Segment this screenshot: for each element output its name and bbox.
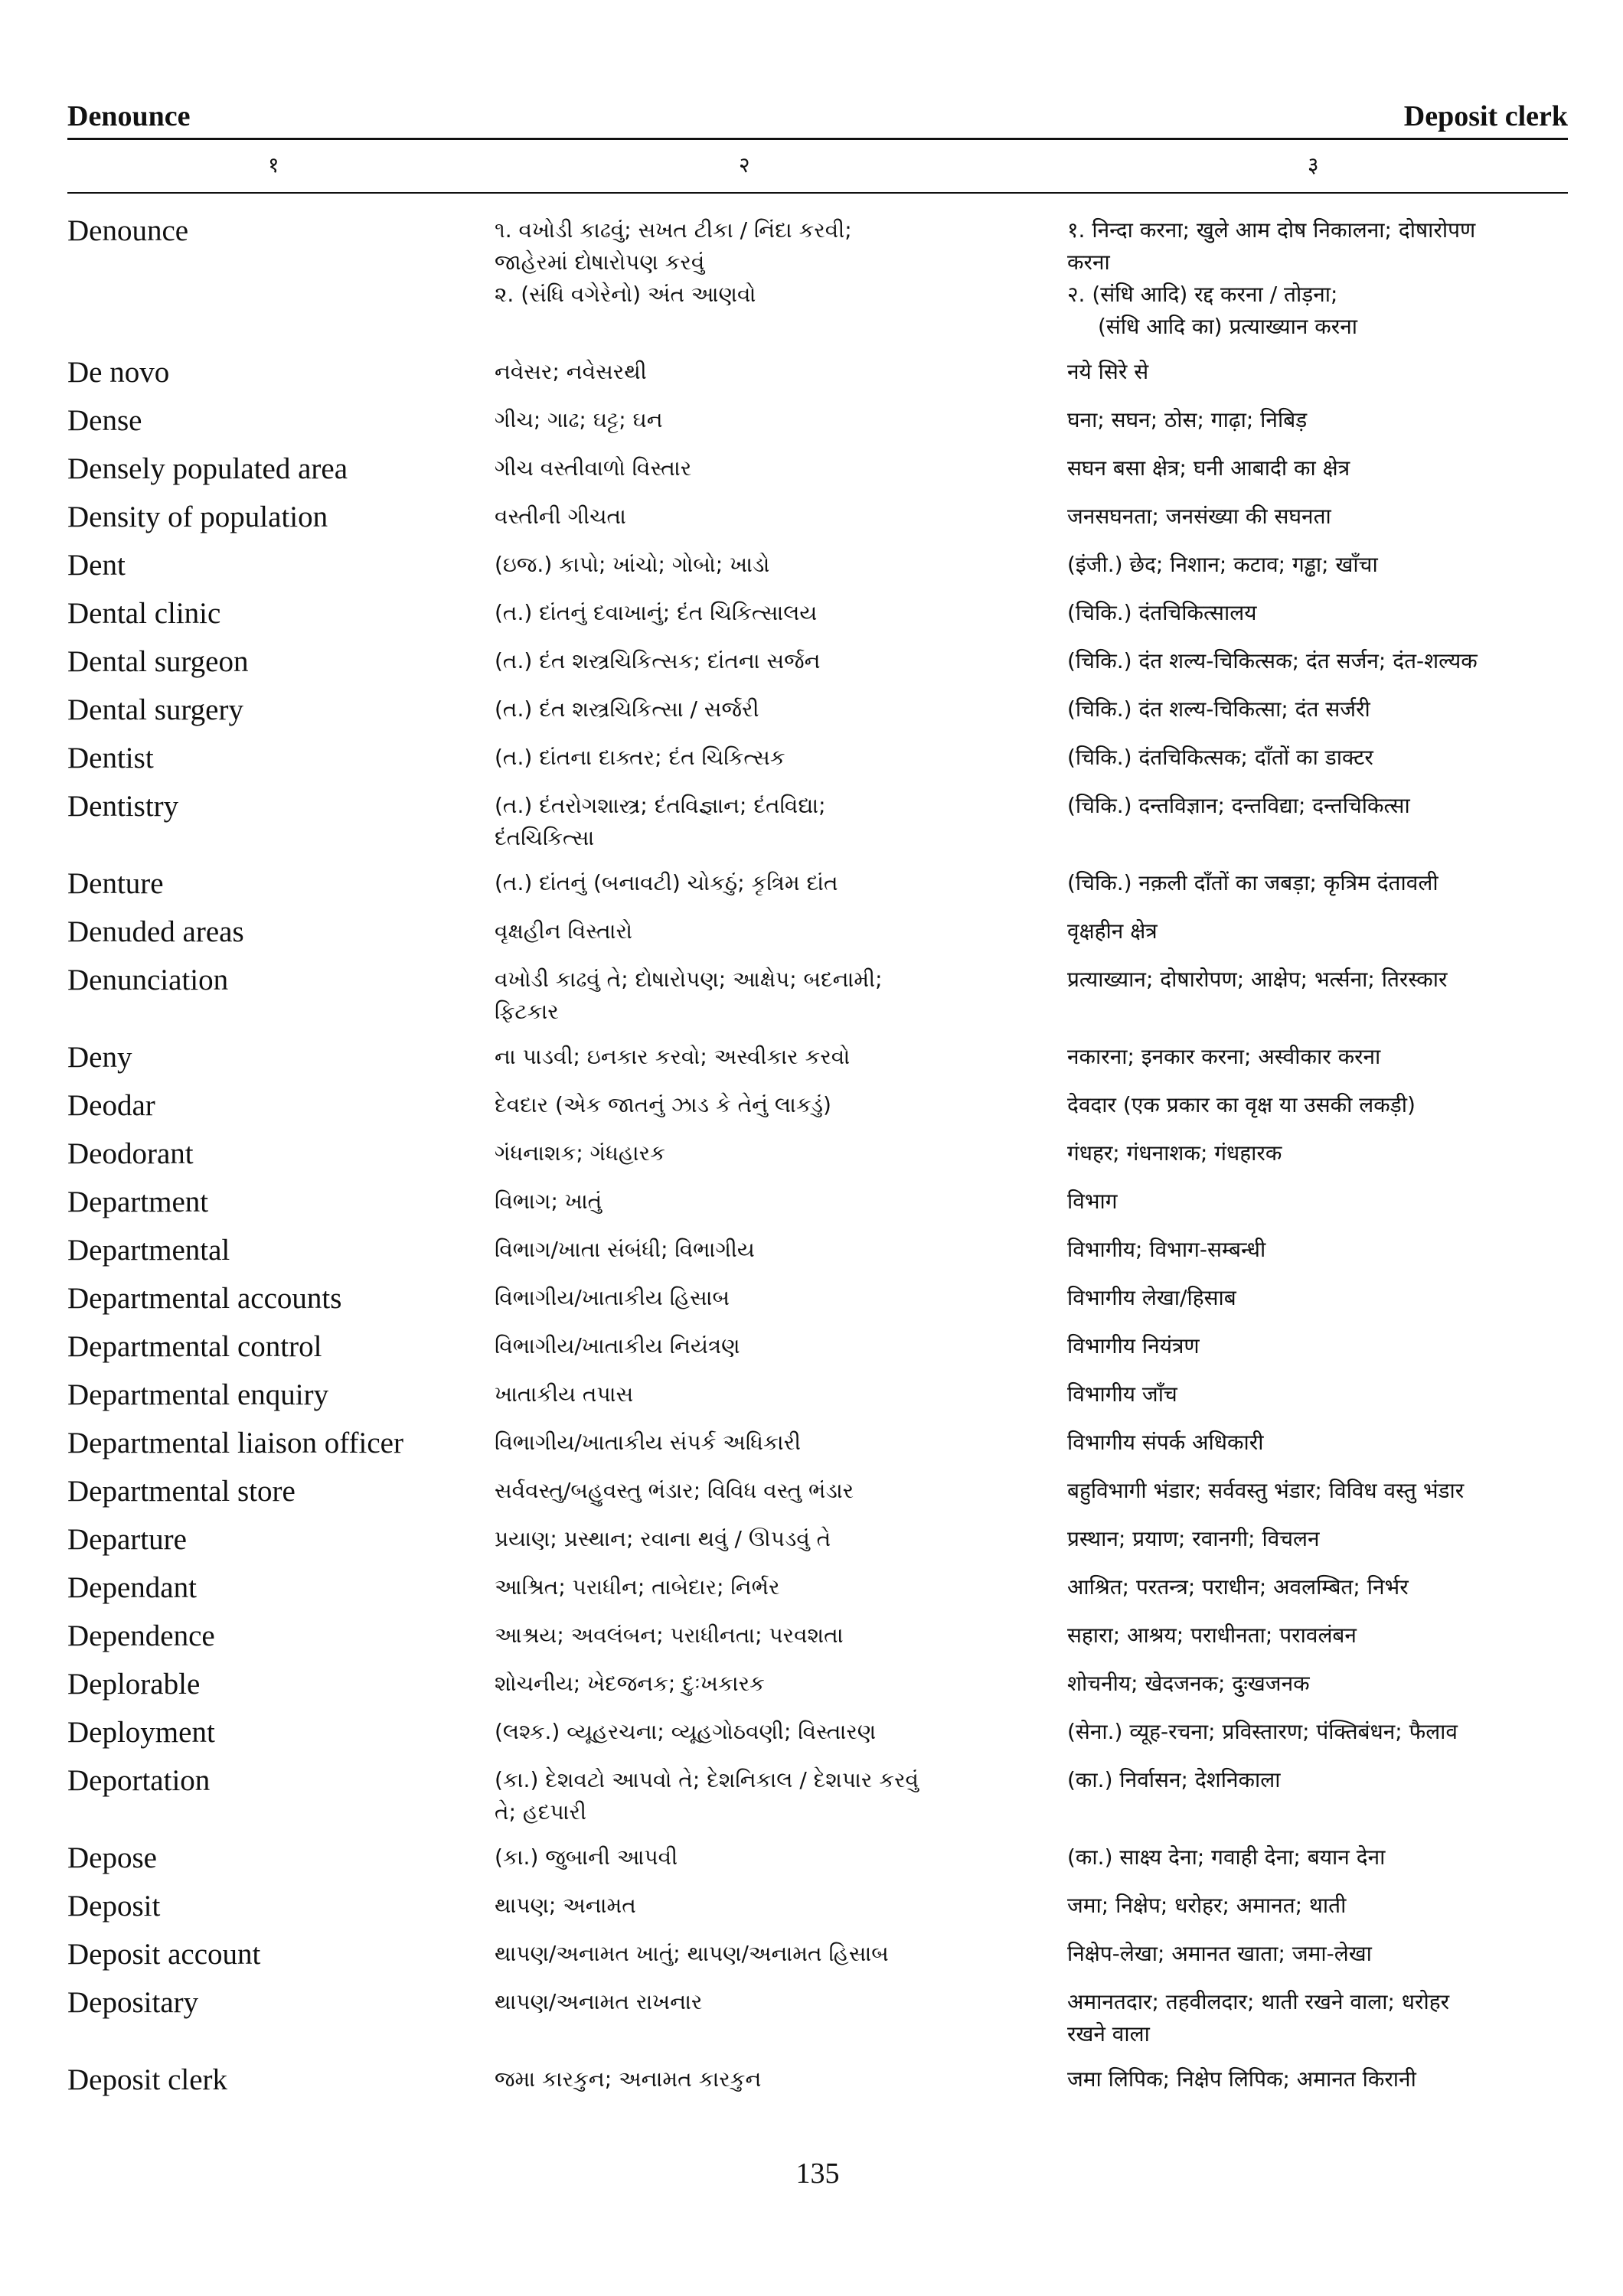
header-last-term: Deposit clerk: [1403, 100, 1568, 132]
entry-hindi: [1067, 1329, 1568, 1365]
column-number-hindi: ३: [1308, 152, 1319, 178]
dictionary-entry: [67, 1888, 1568, 1925]
dictionary-entry: [67, 1985, 1568, 2050]
header-rule: [67, 138, 1568, 140]
entry-gujarati: [495, 1039, 1067, 1076]
entry-term: Deodar: [67, 1089, 155, 1122]
hindi-line: २. (संधि आदि) रद्द करना / तोड़ना;: [1067, 282, 1338, 307]
hindi-line: (चिकि.) दन्तविज्ञान; दन्तविद्या; दन्तचिकित्सा: [1067, 793, 1410, 818]
entry-hindi: [1067, 1570, 1568, 1606]
entry-term: Dependence: [67, 1619, 215, 1652]
entry-gujarati: [495, 692, 1067, 729]
hindi-line: करना: [1067, 249, 1110, 275]
entry-hindi: [1067, 1232, 1568, 1269]
dictionary-entry: [67, 1329, 1568, 1365]
dictionary-entry: [67, 1088, 1568, 1124]
hindi-line: जमा; निक्षेप; धरोहर; अमानत; थाती: [1067, 1893, 1347, 1918]
dictionary-entry: [67, 692, 1568, 729]
entry-gujarati: [495, 1425, 1067, 1462]
entry-term: Depositary: [67, 1986, 199, 2019]
entry-term: Dentist: [67, 742, 154, 775]
entry-gujarati: [495, 866, 1067, 902]
column-number-gujarati: २: [739, 152, 750, 178]
hindi-line: प्रत्याख्यान; दोषारोपण; आक्षेप; भर्त्सना; तिरस्कार: [1067, 967, 1448, 992]
dictionary-entry: [67, 1425, 1568, 1462]
gujarati-line: ગંધનાશક; ગંધહારક: [495, 1140, 665, 1166]
entry-gujarati: [495, 1473, 1067, 1510]
entry-term: Denunciation: [67, 964, 229, 996]
gujarati-line: સર્વવસ્તુ/બહુવસ્તુ ભંડાર; વિવિધ વસ્તુ ભંડાર: [495, 1478, 854, 1503]
entry-gujarati: [495, 213, 1067, 343]
entry-hindi: [1067, 644, 1568, 680]
gujarati-line: જાહેરમાં દોષારોપણ કરવું: [495, 249, 705, 275]
entry-gujarati: [495, 788, 1067, 854]
gujarati-line: ૧. વખોડી કાઢવું; સખત ટીકા / નિંદા કરવી;: [495, 217, 852, 243]
entry-hindi: [1067, 213, 1568, 343]
entry-term: Dependant: [67, 1571, 197, 1604]
gujarati-line: ગીચ; ગાઢ; ઘટ્ટ; ઘન: [495, 407, 663, 432]
entry-term: Deplorable: [67, 1668, 201, 1701]
entry-gujarati: [495, 914, 1067, 951]
page-number: 135: [795, 2157, 840, 2190]
entry-hindi: [1067, 1088, 1568, 1124]
dictionary-entry: [67, 1136, 1568, 1172]
entry-gujarati: [495, 1521, 1067, 1558]
hindi-line: सहारा; आश्रय; पराधीनता; परावलंबन: [1067, 1623, 1357, 1648]
entry-gujarati: [495, 547, 1067, 584]
entry-gujarati: [495, 1840, 1067, 1877]
entry-gujarati: [495, 1329, 1067, 1365]
gujarati-line: ગીચ વસ્તીવાળો વિસ્તાર: [495, 455, 692, 481]
dictionary-entry: [67, 2062, 1568, 2099]
dictionary-entry: [67, 866, 1568, 902]
dictionary-entry: [67, 1763, 1568, 1828]
entry-term: Dental surgery: [67, 693, 243, 726]
entry-hindi: [1067, 692, 1568, 729]
gujarati-line: (લશ્ક.) વ્યૂહરચના; વ્યૂહગોઠવણી; વિસ્તારણ: [495, 1719, 877, 1744]
entry-hindi: [1067, 354, 1568, 391]
gujarati-line: જમા કારકુન; અનામત કારકુન: [495, 2066, 762, 2092]
gujarati-line: આશ્રિત; પરાધીન; તાબેદાર; નિર્ભર: [495, 1574, 780, 1600]
entry-term: Denounce: [67, 214, 189, 247]
dictionary-entry: [67, 962, 1568, 1028]
running-header: [67, 93, 1568, 133]
hindi-line: (संधि आदि का) प्रत्याख्यान करना: [1098, 314, 1358, 339]
entry-term: Departmental: [67, 1234, 230, 1267]
dictionary-entry: [67, 1280, 1568, 1317]
hindi-line: जमा लिपिक; निक्षेप लिपिक; अमानत किरानी: [1067, 2066, 1416, 2092]
entry-term: Dentistry: [67, 790, 179, 823]
dictionary-entry: [67, 1232, 1568, 1269]
gujarati-line: ફિટકાર: [495, 999, 559, 1024]
entry-hindi: [1067, 1136, 1568, 1172]
hindi-line: (चिकि.) दंत शल्य-चिकित्सा; दंत सर्जरी: [1067, 696, 1370, 722]
entry-gujarati: [495, 962, 1067, 1028]
gujarati-line: વિભાગીય/ખાતાકીય હિસાબ: [495, 1285, 730, 1310]
dictionary-page: [67, 0, 1568, 2296]
entry-hindi: [1067, 1666, 1568, 1703]
hindi-line: (चिकि.) दंतचिकित्सक; दाँतों का डाक्टर: [1067, 745, 1373, 770]
entry-gujarati: [495, 451, 1067, 488]
gujarati-line: આશ્રય; અવલંબન; પરાધીનતા; પરવશતા: [495, 1623, 844, 1648]
entry-term: De novo: [67, 356, 170, 389]
entry-term: Departmental liaison officer: [67, 1427, 403, 1459]
hindi-line: (का.) साक्ष्य देना; गवाही देना; बयान देना: [1067, 1844, 1386, 1870]
gujarati-line: વિભાગ/ખાતા સંબંધી; વિભાગીય: [495, 1237, 755, 1262]
dictionary-entry: [67, 788, 1568, 854]
entry-term: Deposit clerk: [67, 2063, 228, 2096]
gujarati-line: દેવદાર (એક જાતનું ઝાડ કે તેનું લાકડું): [495, 1092, 831, 1117]
entry-term: Dent: [67, 549, 126, 582]
dictionary-entry: [67, 1714, 1568, 1751]
entry-hindi: [1067, 595, 1568, 632]
entry-term: Dental clinic: [67, 597, 221, 630]
hindi-line: (चिकि.) दंतचिकित्सालय: [1067, 600, 1257, 625]
hindi-line: (सेना.) व्यूह-रचना; प्रविस्तारण; पंक्तिबंधन; फैलाव: [1067, 1719, 1458, 1744]
entry-term: Density of population: [67, 501, 328, 533]
hindi-line: विभागीय संपर्क अधिकारी: [1067, 1430, 1264, 1455]
entry-hindi: [1067, 962, 1568, 1028]
entry-term: Denuded areas: [67, 915, 244, 948]
entry-gujarati: [495, 1618, 1067, 1655]
hindi-line: (का.) निर्वासन; देशनिकाला: [1067, 1767, 1281, 1792]
gujarati-line: શોચનીય; ખેદજનક; દુઃખકારક: [495, 1671, 765, 1696]
entry-term: Departmental store: [67, 1475, 296, 1508]
entry-hindi: [1067, 788, 1568, 854]
hindi-line: जनसघनता; जनसंख्या की सघनता: [1067, 504, 1331, 529]
dictionary-entry: [67, 644, 1568, 680]
hindi-line: अमानतदार; तहवीलदार; थाती रखने वाला; धरोहर: [1067, 1989, 1450, 2014]
dictionary-entry: [67, 1473, 1568, 1510]
entry-term: Dental surgeon: [67, 645, 249, 678]
entry-hindi: [1067, 403, 1568, 439]
gujarati-line: (કા.) જુબાની આપવી: [495, 1844, 678, 1870]
dictionary-entry: [67, 1377, 1568, 1414]
entry-hindi: [1067, 1280, 1568, 1317]
dictionary-entry: [67, 499, 1568, 536]
entry-gujarati: [495, 1377, 1067, 1414]
gujarati-line: (ત.) દંત શસ્ત્રચિકિત્સા / સર્જરી: [495, 696, 759, 722]
entry-hindi: [1067, 1763, 1568, 1828]
entry-term: Depose: [67, 1841, 157, 1874]
entry-hindi: [1067, 1377, 1568, 1414]
entry-gujarati: [495, 1888, 1067, 1925]
entry-term: Denture: [67, 867, 164, 900]
hindi-line: प्रस्थान; प्रयाण; रवानगी; विचलन: [1067, 1526, 1320, 1551]
entry-term: Deportation: [67, 1764, 211, 1797]
column-numbers: [67, 150, 1568, 184]
entry-gujarati: [495, 740, 1067, 777]
entry-term: Departure: [67, 1523, 187, 1556]
entry-gujarati: [495, 1232, 1067, 1269]
entry-gujarati: [495, 1714, 1067, 1751]
gujarati-line: વૃક્ષહીન વિસ્તારો: [495, 918, 632, 944]
gujarati-line: વિભાગીય/ખાતાકીય સંપર્ક અધિકારી: [495, 1430, 802, 1455]
gujarati-line: તે; હદપારી: [495, 1799, 586, 1825]
hindi-line: विभागीय; विभाग-सम्बन्धी: [1067, 1237, 1266, 1262]
dictionary-entry: [67, 1840, 1568, 1877]
gujarati-line: (ત.) દાંતનું (બનાવટી) ચોકઠું; કૃત્રિમ દાંત: [495, 870, 838, 895]
entry-gujarati: [495, 403, 1067, 439]
hindi-line: नये सिरे से: [1067, 359, 1149, 384]
entry-hindi: [1067, 1184, 1568, 1221]
entry-hindi: [1067, 1618, 1568, 1655]
dictionary-entry: [67, 354, 1568, 391]
entry-hindi: [1067, 866, 1568, 902]
gujarati-line: દંતચિકિત્સા: [495, 825, 595, 850]
entry-term: Departmental accounts: [67, 1282, 342, 1315]
entry-hindi: [1067, 1425, 1568, 1462]
entry-term: Deodorant: [67, 1137, 194, 1170]
entry-hindi: [1067, 2062, 1568, 2099]
entry-gujarati: [495, 644, 1067, 680]
hindi-line: सघन बसा क्षेत्र; घनी आबादी का क्षेत्र: [1067, 455, 1350, 481]
entry-gujarati: [495, 1985, 1067, 2050]
gujarati-line: પ્રયાણ; પ્રસ્થાન; રવાના થવું / ઊપડવું તે: [495, 1526, 831, 1551]
entry-term: Deposit: [67, 1890, 161, 1923]
hindi-line: विभाग: [1067, 1189, 1118, 1214]
entry-list: [67, 213, 1568, 2110]
hindi-line: रखने वाला: [1067, 2021, 1150, 2047]
gujarati-line: (ત.) દાંતનું દવાખાનું; દંત ચિકિત્સાલય: [495, 600, 818, 625]
dictionary-entry: [67, 1618, 1568, 1655]
gujarati-line: (ઇજ.) કાપો; ખાંચો; ગોબો; ખાડો: [495, 552, 770, 577]
hindi-line: विभागीय लेखा/हिसाब: [1067, 1285, 1236, 1310]
entry-term: Dense: [67, 404, 142, 437]
hindi-line: निक्षेप-लेखा; अमानत खाता; जमा-लेखा: [1067, 1941, 1372, 1966]
gujarati-line: ૨. (સંધિ વગેરેનો) અંત આણવો: [495, 282, 756, 307]
hindi-line: आश्रित; परतन्त्र; पराधीन; अवलम्बित; निर्भर: [1067, 1574, 1409, 1600]
dictionary-entry: [67, 403, 1568, 439]
dictionary-entry: [67, 547, 1568, 584]
entry-hindi: [1067, 1888, 1568, 1925]
hindi-line: विभागीय जाँच: [1067, 1381, 1177, 1407]
hindi-line: (इंजी.) छेद; निशान; कटाव; गड्ढा; खाँचा: [1067, 552, 1378, 577]
entry-gujarati: [495, 595, 1067, 632]
hindi-line: घना; सघन; ठोस; गाढ़ा; निबिड़: [1067, 407, 1308, 432]
hindi-line: विभागीय नियंत्रण: [1067, 1333, 1200, 1358]
entry-gujarati: [495, 2062, 1067, 2099]
entry-gujarati: [495, 499, 1067, 536]
dictionary-entry: [67, 1570, 1568, 1606]
entry-hindi: [1067, 1039, 1568, 1076]
entry-hindi: [1067, 1936, 1568, 1973]
entry-term: Department: [67, 1186, 209, 1218]
gujarati-line: વિભાગીય/ખાતાકીય નિયંત્રણ: [495, 1333, 740, 1358]
dictionary-entry: [67, 740, 1568, 777]
entry-gujarati: [495, 354, 1067, 391]
hindi-line: (चिकि.) नक़ली दाँतों का जबड़ा; कृत्रिम दंतावली: [1067, 870, 1438, 895]
gujarati-line: ખાતાકીય તપાસ: [495, 1381, 634, 1407]
dictionary-entry: [67, 1936, 1568, 1973]
column-header-rule: [67, 192, 1568, 194]
gujarati-line: થાપણ/અનામત ખાતું; થાપણ/અનામત હિસાબ: [495, 1941, 889, 1966]
column-number-english: १: [268, 152, 279, 178]
gujarati-line: વખોડી કાઢવું તે; દોષારોપણ; આક્ષેપ; બદનામી;: [495, 967, 883, 992]
entry-gujarati: [495, 1763, 1067, 1828]
entry-hindi: [1067, 1714, 1568, 1751]
hindi-line: गंधहर; गंधनाशक; गंधहारक: [1067, 1140, 1282, 1166]
entry-hindi: [1067, 740, 1568, 777]
entry-term: Deny: [67, 1041, 132, 1074]
hindi-line: नकारना; इनकार करना; अस्वीकार करना: [1067, 1044, 1381, 1069]
gujarati-line: વસ્તીની ગીચતા: [495, 504, 626, 529]
entry-hindi: [1067, 499, 1568, 536]
dictionary-entry: [67, 213, 1568, 343]
gujarati-line: (ત.) દંત શસ્ત્રચિકિત્સક; દાંતના સર્જન: [495, 648, 821, 673]
dictionary-entry: [67, 451, 1568, 488]
gujarati-line: (ત.) દંતરોગશાસ્ત્ર; દંતવિજ્ઞાન; દંતવિદ્યા;: [495, 793, 826, 818]
header-first-term: Denounce: [67, 100, 191, 132]
entry-gujarati: [495, 1088, 1067, 1124]
entry-hindi: [1067, 451, 1568, 488]
gujarati-line: (ત.) દાંતના દાક્તર; દંત ચિકિત્સક: [495, 745, 785, 770]
entry-hindi: [1067, 1840, 1568, 1877]
hindi-line: १. निन्दा करना; खुले आम दोष निकालना; दोषारोपण: [1067, 217, 1476, 243]
entry-term: Deposit account: [67, 1938, 261, 1971]
entry-hindi: [1067, 1473, 1568, 1510]
entry-term: Departmental control: [67, 1330, 322, 1363]
hindi-line: देवदार (एक प्रकार का वृक्ष या उसकी लकड़ी): [1067, 1092, 1416, 1117]
dictionary-entry: [67, 595, 1568, 632]
dictionary-entry: [67, 914, 1568, 951]
dictionary-entry: [67, 1184, 1568, 1221]
entry-gujarati: [495, 1936, 1067, 1973]
gujarati-line: વિભાગ; ખાતું: [495, 1189, 603, 1214]
entry-term: Densely populated area: [67, 452, 348, 485]
hindi-line: वृक्षहीन क्षेत्र: [1067, 918, 1158, 944]
entry-gujarati: [495, 1184, 1067, 1221]
gujarati-line: થાપણ/અનામત રાખનાર: [495, 1989, 703, 2014]
entry-term: Deployment: [67, 1716, 215, 1749]
entry-hindi: [1067, 1985, 1568, 2050]
entry-gujarati: [495, 1136, 1067, 1172]
entry-term: Departmental enquiry: [67, 1378, 329, 1411]
gujarati-line: ના પાડવી; ઇનકાર કરવો; અસ્વીકાર કરવો: [495, 1044, 851, 1069]
dictionary-entry: [67, 1521, 1568, 1558]
hindi-line: (चिकि.) दंत शल्य-चिकित्सक; दंत सर्जन; दंत-शल्यक: [1067, 648, 1478, 673]
dictionary-entry: [67, 1666, 1568, 1703]
entry-hindi: [1067, 914, 1568, 951]
dictionary-entry: [67, 1039, 1568, 1076]
gujarati-line: થાપણ; અનામત: [495, 1893, 636, 1918]
gujarati-line: (કા.) દેશવટો આપવો તે; દેશનિકાલ / દેશપાર કરવું: [495, 1767, 919, 1792]
entry-gujarati: [495, 1570, 1067, 1606]
gujarati-line: નવેસર; નવેસરથી: [495, 359, 647, 384]
entry-hindi: [1067, 547, 1568, 584]
entry-gujarati: [495, 1666, 1067, 1703]
hindi-line: शोचनीय; खेदजनक; दुःखजनक: [1067, 1671, 1310, 1696]
hindi-line: बहुविभागी भंडार; सर्ववस्तु भंडार; विविध वस्तु भंडार: [1067, 1478, 1465, 1503]
entry-gujarati: [495, 1280, 1067, 1317]
entry-hindi: [1067, 1521, 1568, 1558]
